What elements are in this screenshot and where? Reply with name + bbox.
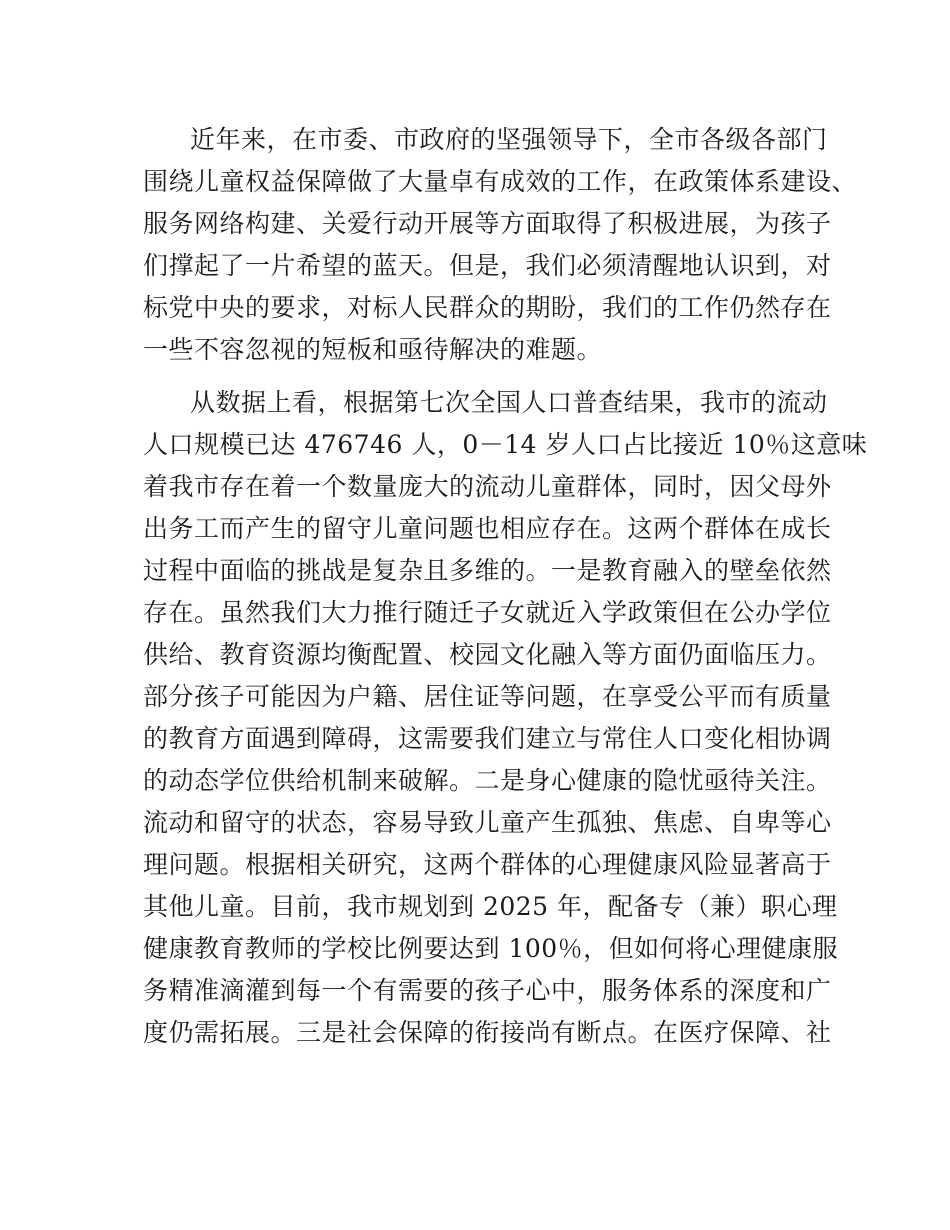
text-line: 围绕儿童权益保障做了大量卓有成效的工作，在政策体系建设、 (143, 167, 858, 196)
text-line: 供给、教育资源均衡配置、校园文化融入等方面仍面临压力。 (143, 640, 832, 669)
text-line: 务精准滴灌到每一个有需要的孩子心中，服务体系的深度和广 (143, 976, 832, 1005)
text-line: 出务工而产生的留守儿童问题也相应存在。这两个群体在成长 (143, 514, 832, 543)
text-line: 从数据上看，根据第七次全国人口普查结果，我市的流动 (190, 388, 828, 417)
text-line: 人口规模已达 476746 人，0－14 岁人口占比接近 10％这意味 (143, 430, 868, 459)
text-line: 近年来，在市委、市政府的坚强领导下，全市各级各部门 (190, 125, 828, 154)
text-line: 着我市存在着一个数量庞大的流动儿童群体，同时，因父母外 (143, 472, 832, 501)
text-line: 理问题。根据相关研究，这两个群体的心理健康风险显著高于 (143, 850, 832, 879)
text-line: 的动态学位供给机制来破解。二是身心健康的隐忧亟待关注。 (143, 766, 832, 795)
text-line: 其他儿童。目前，我市规划到 2025 年，配备专（兼）职心理 (143, 892, 838, 921)
text-line: 们撑起了一片希望的蓝天。但是，我们必须清醒地认识到，对 (143, 251, 832, 280)
text-line: 过程中面临的挑战是复杂且多维的。一是教育融入的壁垒依然 (143, 556, 832, 585)
text-line: 健康教育教师的学校比例要达到 100％，但如何将心理健康服 (143, 934, 839, 963)
text-line: 度仍需拓展。三是社会保障的衔接尚有断点。在医疗保障、社 (143, 1018, 832, 1047)
text-line: 标党中央的要求，对标人民群众的期盼，我们的工作仍然存在 (143, 293, 832, 322)
text-line: 一些不容忽视的短板和亟待解决的难题。 (143, 335, 603, 364)
text-line: 服务网络构建、关爱行动开展等方面取得了积极进展，为孩子 (143, 209, 832, 238)
text-line: 的教育方面遇到障碍，这需要我们建立与常住人口变化相协调 (143, 724, 832, 753)
text-line: 部分孩子可能因为户籍、居住证等问题，在享受公平而有质量 (143, 682, 832, 711)
text-line: 存在。虽然我们大力推行随迁子女就近入学政策但在公办学位 (143, 598, 832, 627)
text-line: 流动和留守的状态，容易导致儿童产生孤独、焦虑、自卑等心 (143, 808, 832, 837)
